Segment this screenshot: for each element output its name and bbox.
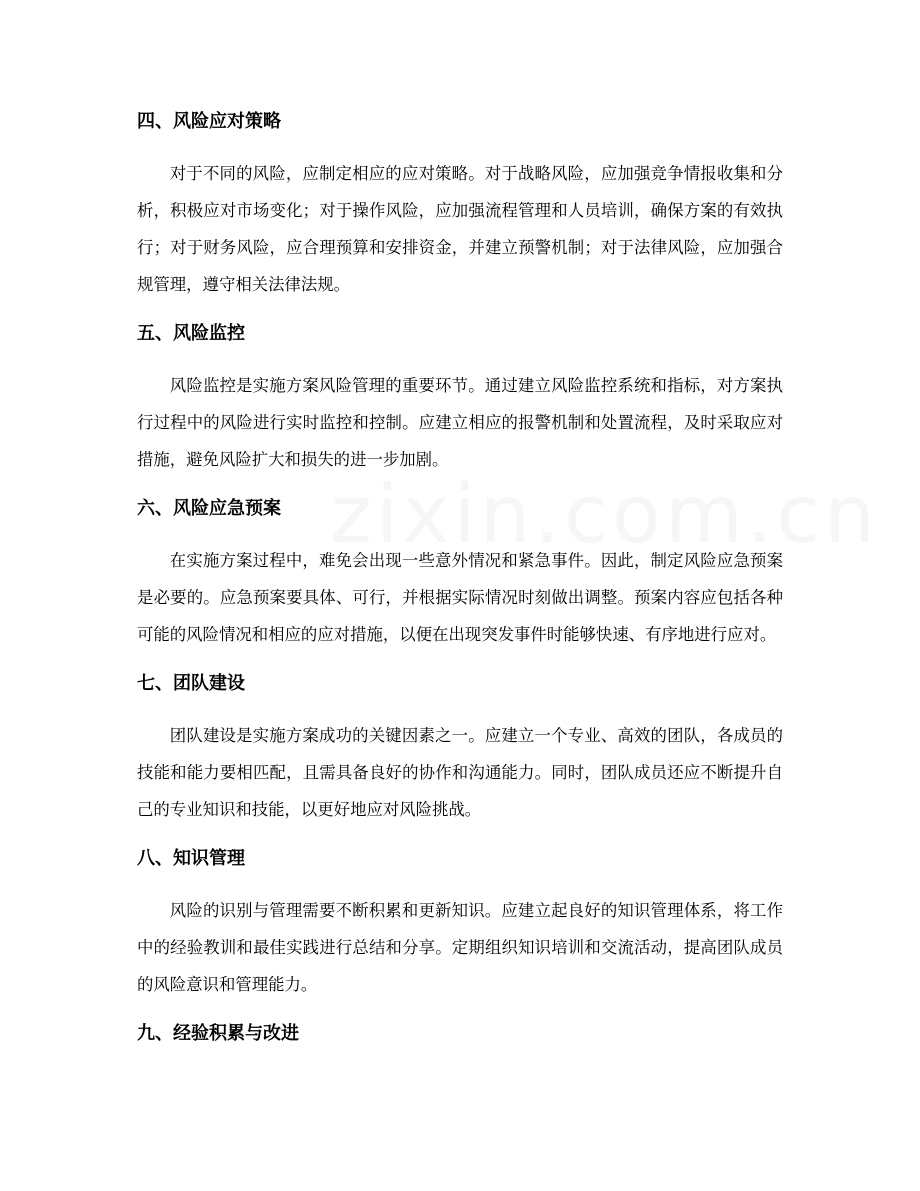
section-6: [137, 492, 783, 653]
section-heading: 四、风险应对策略: [137, 111, 281, 132]
section-8: [137, 842, 783, 1003]
section-paragraph: 风险监控是实施方案风险管理的重要环节。通过建立风险监控系统和指标，对方案执行过程中的风险进行实时监控和控制。应建立相应的报警机制和处置流程，及时采取应对措施，避免风险扩大和损失的进一步加剧。: [137, 376, 783, 469]
section-4: [137, 105, 783, 303]
section-heading: 六、风险应急预案: [137, 498, 281, 519]
section-5: [137, 317, 783, 478]
section-paragraph: 在实施方案过程中，难免会出现一些意外情况和紧急事件。因此，制定风险应急预案是必要的。应急预案要具体、可行，并根据实际情况时刻做出调整。预案内容应包括各种可能的风险情况和相应的应对措施，以便在出现突发事件时能够快速、有序地进行应对。: [137, 551, 783, 644]
section-paragraph: 团队建设是实施方案成功的关键因素之一。应建立一个专业、高效的团队，各成员的技能和能力要相匹配，且需具备良好的协作和沟通能力。同时，团队成员还应不断提升自己的专业知识和技能，以更好地应对风险挑战。: [137, 726, 783, 819]
section-paragraph: 风险的识别与管理需要不断积累和更新知识。应建立起良好的知识管理体系，将工作中的经验教训和最佳实践进行总结和分享。定期组织知识培训和交流活动，提高团队成员的风险意识和管理能力。: [137, 901, 783, 994]
section-heading: 八、知识管理: [137, 848, 245, 869]
section-9: [137, 1017, 783, 1051]
section-heading: 九、经验积累与改进: [137, 1023, 299, 1044]
document-content: [137, 105, 783, 1067]
section-heading: 七、团队建设: [137, 673, 245, 694]
section-7: [137, 667, 783, 828]
section-heading: 五、风险监控: [137, 323, 245, 344]
section-paragraph: 对于不同的风险，应制定相应的应对策略。对于战略风险，应加强竞争情报收集和分析，积极应对市场变化；对于操作风险，应加强流程管理和人员培训，确保方案的有效执行；对于财务风险，应合理预算和安排资金，并建立预警机制；对于法律风险，应加强合规管理，遵守相关法律法规。: [137, 164, 783, 294]
